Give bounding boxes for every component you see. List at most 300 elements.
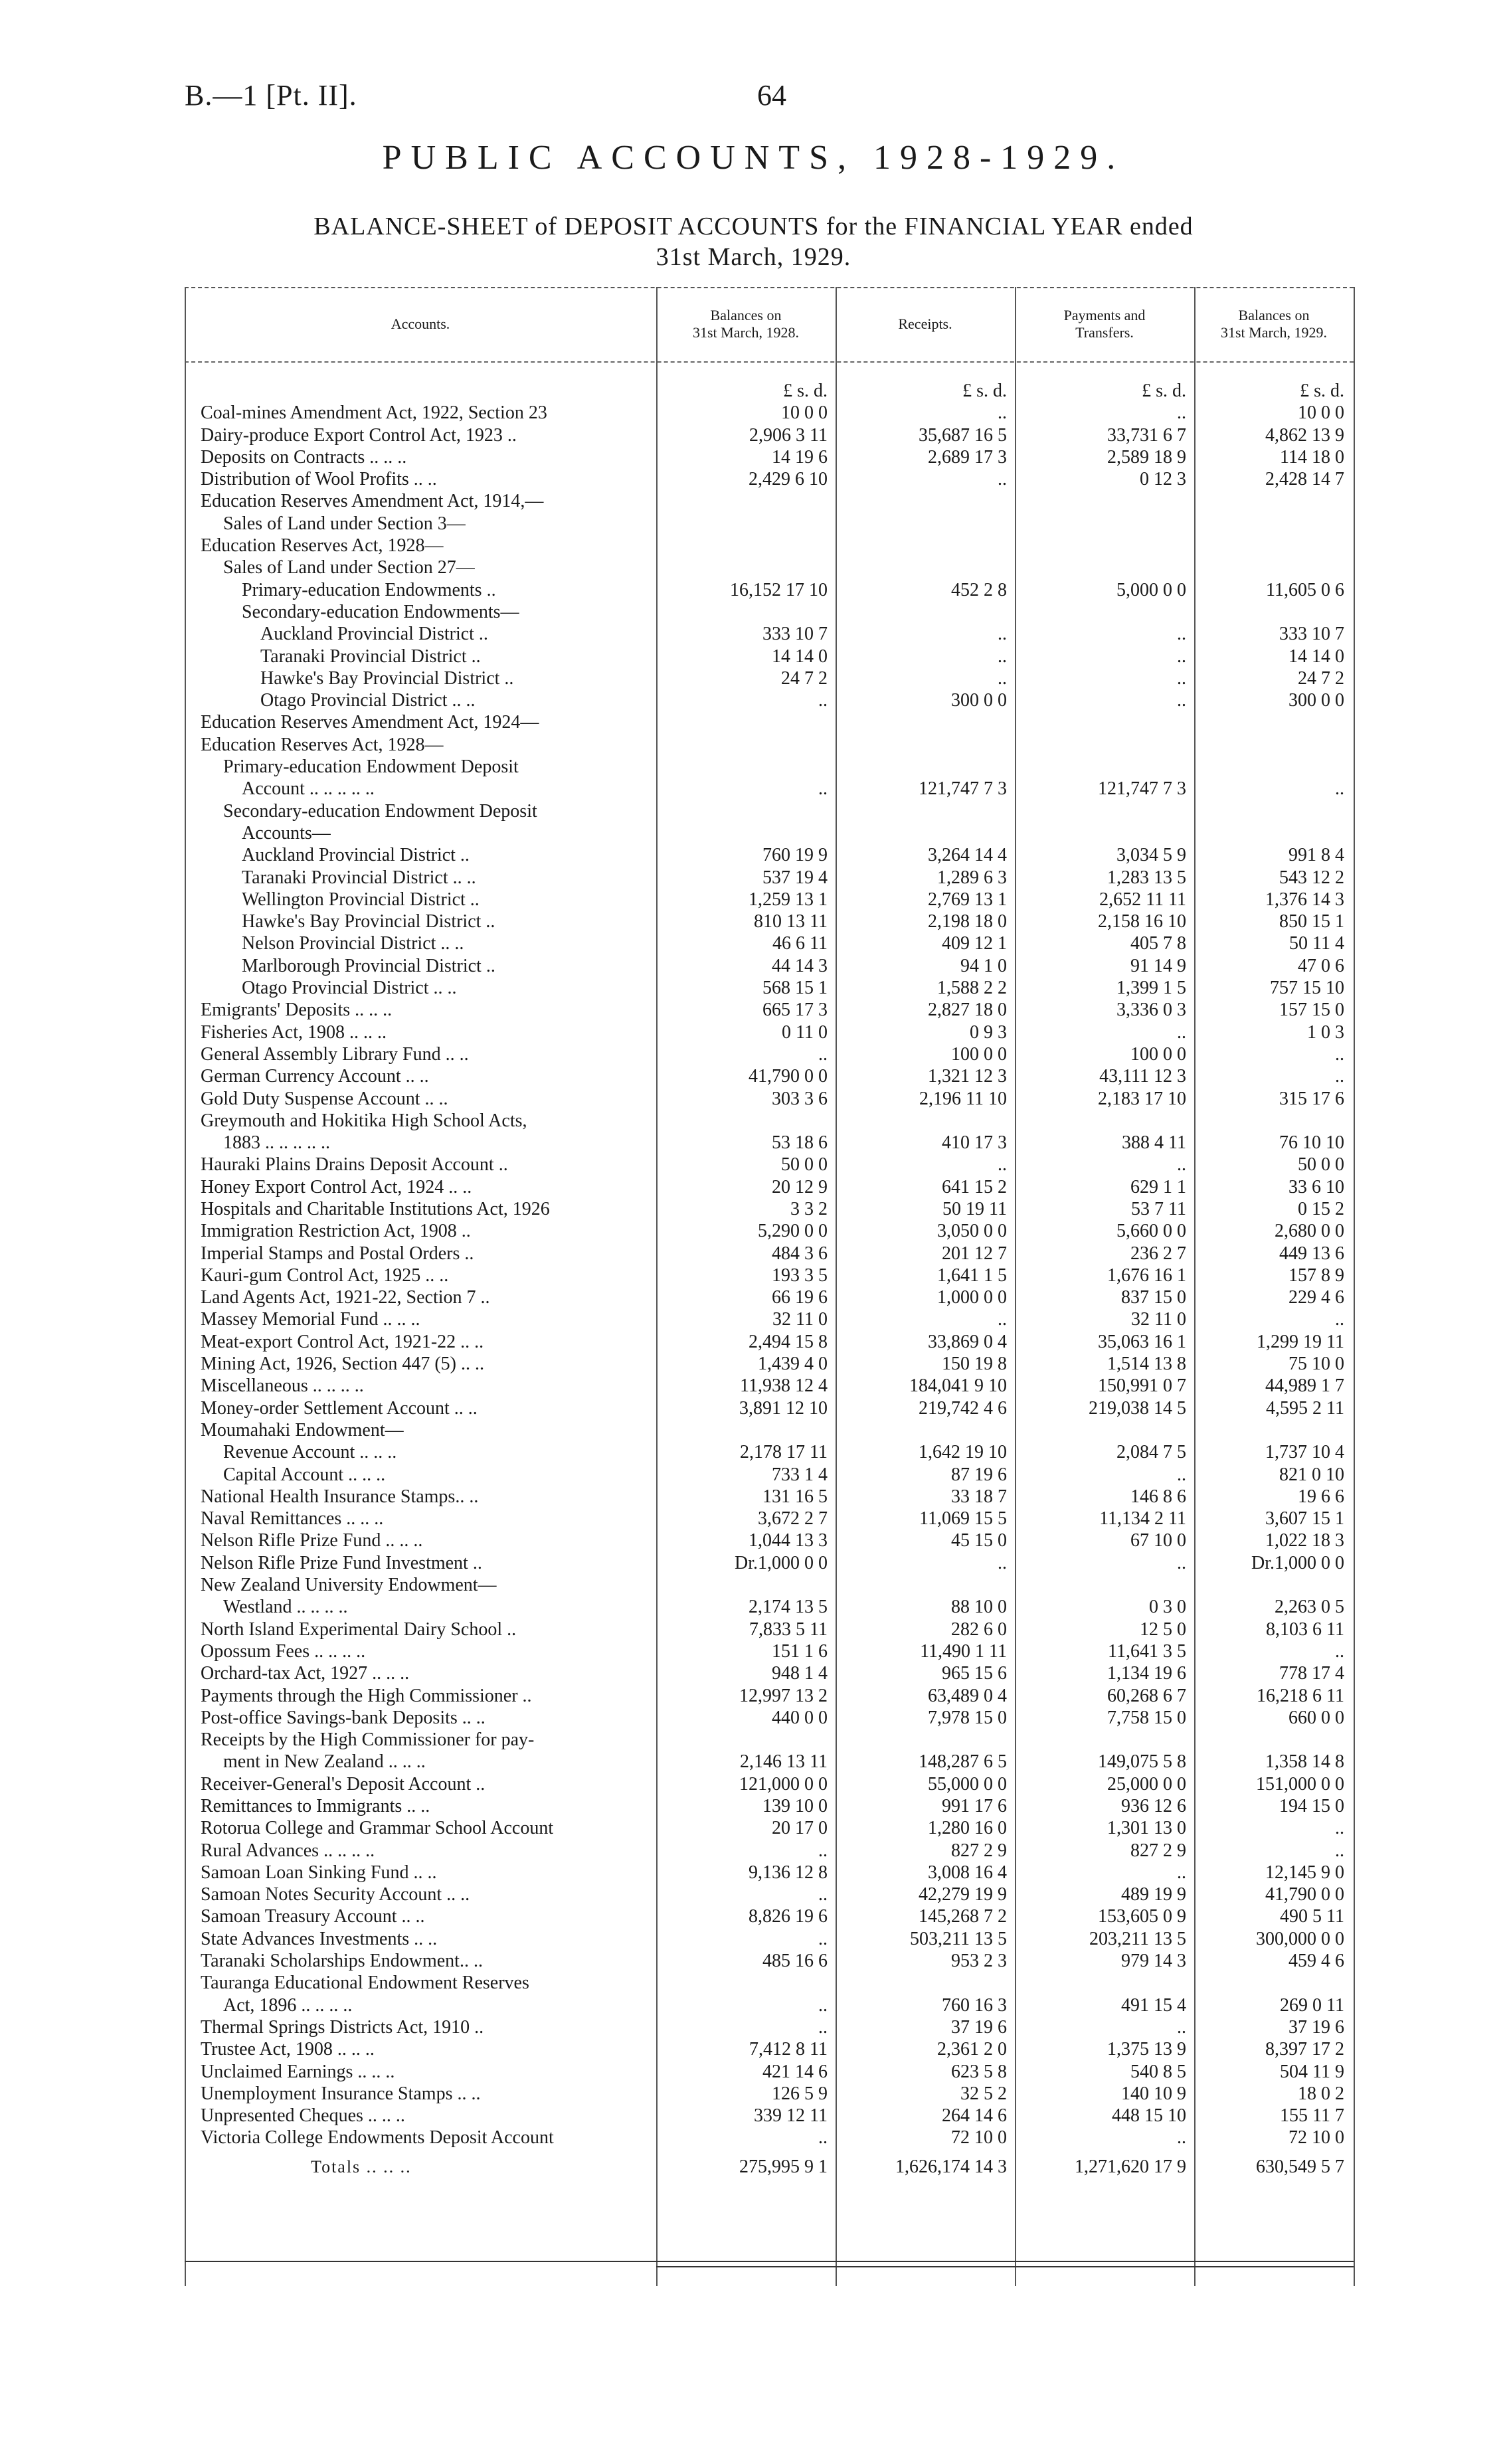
- balance-1929-cell: 3,607 15 1: [1265, 1508, 1344, 1530]
- table-row: [185, 1862, 1354, 1884]
- payments-cell: 12 5 0: [1140, 1619, 1186, 1640]
- payments-cell: ..: [1177, 1154, 1186, 1176]
- account-name: Land Agents Act, 1921-22, Section 7 ..: [201, 1287, 490, 1308]
- payments-cell: 121,747 7 3: [1098, 778, 1186, 800]
- table-row: [185, 2105, 1354, 2127]
- balance-1929-cell: 449 13 6: [1279, 1243, 1344, 1264]
- receipts-cell: 1,280 16 0: [928, 1818, 1007, 1839]
- balance-1929-cell: 155 11 7: [1280, 2105, 1344, 2127]
- table-row: [185, 1220, 1354, 1242]
- receipts-cell: 2,827 18 0: [928, 1000, 1007, 1021]
- account-name: Fisheries Act, 1908 .. .. ..: [201, 1021, 387, 1043]
- account-name: Distribution of Wool Profits .. ..: [201, 469, 437, 490]
- payments-cell: 0 12 3: [1140, 469, 1186, 490]
- balance-1928-cell: 1,259 13 1: [749, 889, 828, 910]
- account-name: Auckland Provincial District ..: [242, 845, 470, 866]
- account-name: Secondary-education Endowment Deposit: [223, 800, 537, 822]
- account-name: Capital Account .. .. ..: [223, 1464, 386, 1485]
- balance-1929-cell: 660 0 0: [1288, 1707, 1344, 1728]
- balance-1929-cell: ..: [1335, 1309, 1344, 1330]
- balance-1929-cell: 24 7 2: [1298, 667, 1344, 689]
- balance-1929-cell: 11,605 0 6: [1266, 579, 1344, 600]
- table-row: [185, 402, 1354, 424]
- balance-1929-cell: 315 17 6: [1279, 1088, 1344, 1109]
- balance-1929-cell: 72 10 0: [1288, 2127, 1344, 2149]
- table-row: [185, 1508, 1354, 1530]
- account-name: General Assembly Library Fund .. ..: [201, 1043, 469, 1065]
- balance-1929-cell: 8,103 6 11: [1266, 1619, 1344, 1640]
- balance-1929-cell: 1,737 10 4: [1265, 1442, 1344, 1463]
- table-row: [185, 1243, 1354, 1265]
- balance-1928-cell: 14 19 6: [772, 446, 828, 468]
- payments-cell: ..: [1177, 2127, 1186, 2149]
- account-name: Kauri-gum Control Act, 1925 .. ..: [201, 1265, 449, 1286]
- receipts-cell: 35,687 16 5: [919, 424, 1007, 446]
- table-row: [185, 1353, 1354, 1375]
- account-name: Nelson Rifle Prize Fund Investment ..: [201, 1552, 482, 1573]
- balance-1928-cell: 568 15 1: [762, 978, 828, 999]
- table-row: [185, 778, 1354, 800]
- payments-cell: ..: [1177, 1862, 1186, 1883]
- account-name: State Advances Investments .. ..: [201, 1928, 438, 1949]
- balance-1928-cell: 9,136 12 8: [749, 1862, 828, 1883]
- balance-1929-cell: 151,000 0 0: [1256, 1773, 1344, 1795]
- balance-1928-cell: ..: [818, 1840, 828, 1861]
- balance-1928-cell: ..: [818, 1043, 828, 1065]
- account-name: Unemployment Insurance Stamps .. ..: [201, 2083, 481, 2104]
- balance-1928-cell: 948 1 4: [772, 1663, 828, 1684]
- col-head-balance-1928: Balances on 31st March, 1928.: [692, 307, 800, 341]
- table-row: [185, 535, 1354, 557]
- table-row: [185, 1662, 1354, 1684]
- table-row: [185, 424, 1354, 446]
- balance-1928-cell: 7,412 8 11: [749, 2039, 828, 2060]
- payments-cell: 1,676 16 1: [1107, 1265, 1186, 1286]
- table-row: [185, 955, 1354, 977]
- table-row: [185, 601, 1354, 623]
- balance-1929-cell: 19 6 6: [1298, 1486, 1344, 1507]
- receipts-cell: 87 19 6: [951, 1464, 1007, 1485]
- balance-1929-cell: 157 8 9: [1288, 1265, 1344, 1286]
- payments-cell: 3,336 0 3: [1116, 1000, 1186, 1021]
- receipts-cell: ..: [998, 1309, 1007, 1330]
- unit-label: £ s. d.: [1142, 381, 1186, 401]
- balance-1929-cell: ..: [1335, 1840, 1344, 1861]
- table-row: [185, 1397, 1354, 1419]
- account-name: Meat-export Control Act, 1921-22 .. ..: [201, 1331, 484, 1352]
- receipts-cell: ..: [998, 1552, 1007, 1573]
- balance-1928-cell: 2,429 6 10: [749, 469, 828, 490]
- payments-cell: 1,283 13 5: [1107, 867, 1186, 888]
- payments-cell: 140 10 9: [1121, 2083, 1186, 2104]
- balance-1928-cell: 139 10 0: [762, 1796, 828, 1816]
- series-label: B.—1 [Pt. II].: [185, 79, 357, 112]
- account-name: Massey Memorial Fund .. .. ..: [201, 1309, 420, 1330]
- payments-cell: 827 2 9: [1130, 1840, 1186, 1861]
- payments-cell: 491 15 4: [1121, 1994, 1186, 2016]
- table-body: [185, 380, 1354, 2178]
- balance-1928-cell: 2,146 13 11: [740, 1751, 828, 1773]
- balance-1928-cell: 50 0 0: [781, 1154, 828, 1176]
- table-row: [185, 1707, 1354, 1729]
- receipts-cell: 760 16 3: [942, 1994, 1007, 2016]
- receipts-cell: 0 9 3: [970, 1021, 1007, 1043]
- receipts-cell: 55,000 0 0: [928, 1773, 1007, 1795]
- balance-1929-cell: Dr.1,000 0 0: [1251, 1552, 1344, 1573]
- balance-1928-cell: 66 19 6: [772, 1287, 828, 1308]
- table-row: [185, 1486, 1354, 1508]
- receipts-cell: 623 5 8: [951, 2061, 1007, 2082]
- receipts-cell: 1,289 6 3: [937, 867, 1007, 888]
- balance-1928-cell: 485 16 6: [762, 1951, 828, 1972]
- table-row: [185, 646, 1354, 667]
- table-row: [185, 1685, 1354, 1707]
- account-name: Mining Act, 1926, Section 447 (5) .. ..: [201, 1354, 484, 1375]
- balance-1928-cell: 1,439 4 0: [758, 1354, 828, 1375]
- account-name: Revenue Account .. .. ..: [223, 1442, 397, 1463]
- balance-1929-cell: 543 12 2: [1279, 867, 1344, 888]
- receipts-cell: 121,747 7 3: [919, 778, 1007, 800]
- balance-1928-cell: ..: [818, 1884, 828, 1905]
- account-name: Education Reserves Amendment Act, 1924—: [201, 712, 539, 733]
- balance-1929-cell: 991 8 4: [1288, 845, 1344, 866]
- balance-1928-cell: 10 0 0: [781, 402, 828, 424]
- table-row: [185, 734, 1354, 756]
- balance-1928-cell: 44 14 3: [772, 955, 828, 976]
- balance-1928-cell: 810 13 11: [754, 911, 828, 932]
- receipts-cell: 201 12 7: [942, 1243, 1007, 1264]
- table-row: [185, 1817, 1354, 1839]
- balance-1928-cell: 303 3 6: [772, 1088, 828, 1109]
- payments-cell: 150,991 0 7: [1098, 1375, 1186, 1397]
- receipts-cell: 410 17 3: [942, 1132, 1007, 1154]
- table-row: [185, 1176, 1354, 1198]
- receipts-cell: 33 18 7: [951, 1486, 1007, 1507]
- table-row: [185, 1286, 1354, 1308]
- account-name: Marlborough Provincial District ..: [242, 955, 495, 976]
- balance-1929-cell: 41,790 0 0: [1265, 1884, 1344, 1905]
- table-row: [185, 711, 1354, 733]
- receipts-cell: 219,742 4 6: [919, 1397, 1007, 1419]
- balance-1928-cell: ..: [818, 2016, 828, 2038]
- receipts-cell: 63,489 0 4: [928, 1685, 1007, 1706]
- payments-cell: ..: [1177, 624, 1186, 645]
- account-name: Imperial Stamps and Postal Orders ..: [201, 1243, 474, 1264]
- balance-1928-cell: Dr.1,000 0 0: [735, 1552, 828, 1573]
- balance-1928-cell: 126 5 9: [772, 2083, 828, 2104]
- payments-cell: ..: [1177, 646, 1186, 667]
- receipts-cell: 2,769 13 1: [928, 889, 1007, 910]
- table-row: [185, 1530, 1354, 1551]
- payments-cell: 936 12 6: [1121, 1796, 1186, 1816]
- account-name: Hospitals and Charitable Institutions Act, 1926: [201, 1198, 550, 1219]
- table-row: [185, 1840, 1354, 1862]
- payments-cell: 388 4 11: [1122, 1132, 1186, 1154]
- balance-1928-cell: 7,833 5 11: [749, 1619, 828, 1640]
- account-name: Greymouth and Hokitika High School Acts,: [201, 1110, 527, 1131]
- balance-1928-cell: 151 1 6: [772, 1640, 828, 1662]
- table-row: [185, 2083, 1354, 2105]
- payments-cell: 236 2 7: [1130, 1243, 1186, 1264]
- account-name: Otago Provincial District .. ..: [260, 690, 476, 711]
- table-row: [185, 844, 1354, 866]
- balance-1928-cell: 760 19 9: [762, 845, 828, 866]
- table-row: [185, 490, 1354, 512]
- receipts-cell: 991 17 6: [942, 1796, 1007, 1816]
- payments-cell: 979 14 3: [1121, 1951, 1186, 1972]
- receipts-cell: 145,268 7 2: [919, 1906, 1007, 1927]
- balance-1929-cell: ..: [1335, 1043, 1344, 1065]
- page-number: 64: [757, 79, 786, 112]
- table-row: [185, 446, 1354, 468]
- account-name: Trustee Act, 1908 .. .. ..: [201, 2039, 375, 2060]
- receipts-cell: 100 0 0: [951, 1043, 1007, 1065]
- balance-1929-cell: 33 6 10: [1288, 1176, 1344, 1197]
- payments-cell: ..: [1177, 402, 1186, 424]
- table-row: [185, 2016, 1354, 2038]
- account-name: Miscellaneous .. .. .. ..: [201, 1375, 364, 1397]
- balance-1929-cell: 2,680 0 0: [1275, 1221, 1344, 1242]
- account-name: Gold Duty Suspense Account .. ..: [201, 1088, 448, 1109]
- receipts-cell: 965 15 6: [942, 1663, 1007, 1684]
- header-bottom-rule: [185, 361, 1354, 363]
- table-row: [185, 2061, 1354, 2083]
- account-name: Otago Provincial District .. ..: [242, 978, 457, 999]
- account-name: Payments through the High Commissioner ..: [201, 1685, 532, 1706]
- balance-1928-cell: 41,790 0 0: [749, 1066, 828, 1087]
- receipts-cell: 2,198 18 0: [928, 911, 1007, 932]
- balance-1928-cell: 2,494 15 8: [749, 1331, 828, 1352]
- balance-1928-cell: 8,826 19 6: [749, 1906, 828, 1927]
- receipts-cell: ..: [998, 646, 1007, 667]
- totals-rule: [185, 2261, 1354, 2262]
- balance-1928-cell: 339 12 11: [754, 2105, 828, 2127]
- receipts-cell: 50 19 11: [942, 1198, 1007, 1219]
- balance-1928-cell: 5,290 0 0: [758, 1221, 828, 1242]
- balance-1928-cell: 24 7 2: [781, 667, 828, 689]
- receipts-cell: ..: [998, 469, 1007, 490]
- unit-label: £ s. d.: [1300, 381, 1344, 401]
- receipts-cell: 150 19 8: [942, 1354, 1007, 1375]
- payments-cell: 837 15 0: [1121, 1287, 1186, 1308]
- payments-cell: 67 10 0: [1130, 1530, 1186, 1551]
- balance-1928-cell: 131 16 5: [762, 1486, 828, 1507]
- payments-cell: 2,589 18 9: [1107, 446, 1186, 468]
- account-name: Account .. .. .. .. ..: [242, 778, 375, 800]
- balance-1928-cell: 3,891 12 10: [739, 1397, 828, 1419]
- table-row: [185, 756, 1354, 778]
- table-row: [185, 1464, 1354, 1486]
- balance-1929-cell: 821 0 10: [1279, 1464, 1344, 1485]
- balance-1929-cell: 18 0 2: [1298, 2083, 1344, 2104]
- table-row: [185, 822, 1354, 844]
- balance-1929-cell: 157 15 0: [1279, 1000, 1344, 1021]
- receipts-cell: ..: [998, 1154, 1007, 1176]
- balance-1928-cell: 3 3 2: [790, 1198, 828, 1219]
- account-name: Primary-education Endowments ..: [242, 579, 496, 600]
- account-name: Receiver-General's Deposit Account ..: [201, 1773, 486, 1795]
- table-row: [185, 1950, 1354, 1972]
- table-row: [185, 1132, 1354, 1154]
- table-row: [185, 1552, 1354, 1574]
- account-name: Rotorua College and Grammar School Account: [201, 1818, 554, 1839]
- account-name: Money-order Settlement Account .. ..: [201, 1397, 478, 1419]
- account-name: Unpresented Cheques .. .. ..: [201, 2105, 405, 2127]
- balance-1929-cell: 1,376 14 3: [1265, 889, 1344, 910]
- table-row: [185, 1928, 1354, 1950]
- col-head-payments: Payments and Transfers.: [1063, 307, 1146, 341]
- account-name: Thermal Springs Districts Act, 1910 ..: [201, 2016, 484, 2038]
- table-row: [185, 1596, 1354, 1618]
- balance-1929-cell: 300,000 0 0: [1256, 1928, 1344, 1949]
- table-row: [185, 800, 1354, 822]
- balance-1929-cell: 630,549 5 7: [1256, 2156, 1344, 2177]
- balance-1928-cell: 14 14 0: [772, 646, 828, 667]
- balance-1929-cell: 1,358 14 8: [1265, 1751, 1344, 1773]
- balance-1929-cell: 0 15 2: [1298, 1198, 1344, 1219]
- balance-1928-cell: 121,000 0 0: [739, 1773, 828, 1795]
- payments-cell: 91 14 9: [1130, 955, 1186, 976]
- balance-1929-cell: 14 14 0: [1288, 646, 1344, 667]
- payments-cell: 2,158 16 10: [1098, 911, 1186, 932]
- account-name: Orchard-tax Act, 1927 .. .. ..: [201, 1663, 410, 1684]
- account-name: Sales of Land under Section 3—: [223, 513, 466, 534]
- receipts-cell: 641 15 2: [942, 1176, 1007, 1197]
- payments-cell: 7,758 15 0: [1107, 1707, 1186, 1728]
- col-head-balance-1929: Balances on 31st March, 1929.: [1220, 307, 1328, 341]
- balance-1928-cell: ..: [818, 778, 828, 800]
- table-row: [185, 1441, 1354, 1463]
- account-name: Immigration Restriction Act, 1908 ..: [201, 1221, 471, 1242]
- payments-cell: 2,183 17 10: [1098, 1088, 1186, 1109]
- balance-1929-cell: 47 0 6: [1298, 955, 1344, 976]
- balance-1928-cell: 32 11 0: [772, 1309, 828, 1330]
- table-row: [185, 911, 1354, 932]
- account-name: National Health Insurance Stamps.. ..: [201, 1486, 479, 1507]
- balance-1929-cell: 44,989 1 7: [1265, 1375, 1344, 1397]
- table-row: [185, 932, 1354, 954]
- payments-cell: ..: [1177, 1021, 1186, 1043]
- balance-1929-cell: 2,428 14 7: [1265, 469, 1344, 490]
- subtitle-line-2: 31st March, 1929.: [656, 243, 851, 271]
- receipts-cell: 1,641 1 5: [937, 1265, 1007, 1286]
- account-name: Hawke's Bay Provincial District ..: [242, 911, 495, 932]
- account-name: North Island Experimental Dairy School ..: [201, 1619, 517, 1640]
- account-name: Accounts—: [242, 822, 331, 843]
- receipts-cell: 264 14 6: [942, 2105, 1007, 2127]
- balance-1928-cell: 3,672 2 7: [758, 1508, 828, 1530]
- payments-cell: 489 19 9: [1121, 1884, 1186, 1905]
- payments-cell: 25,000 0 0: [1107, 1773, 1186, 1795]
- account-name: Victoria College Endowments Deposit Account: [201, 2127, 554, 2149]
- balance-1928-cell: 275,995 9 1: [739, 2156, 828, 2177]
- receipts-cell: 11,069 15 5: [919, 1508, 1007, 1530]
- balance-1928-cell: 733 1 4: [772, 1464, 828, 1485]
- balance-1928-cell: ..: [818, 1994, 828, 2016]
- table-row: [185, 2038, 1354, 2060]
- receipts-cell: 503,211 13 5: [910, 1928, 1007, 1949]
- account-name: Westland .. .. .. ..: [223, 1597, 348, 1618]
- account-name: Opossum Fees .. .. .. ..: [201, 1640, 366, 1662]
- balance-1929-cell: 114 18 0: [1280, 446, 1344, 468]
- table-row: [185, 999, 1354, 1021]
- payments-cell: 11,134 2 11: [1099, 1508, 1186, 1530]
- payments-cell: 35,063 16 1: [1098, 1331, 1186, 1352]
- balance-1929-cell: 37 19 6: [1288, 2016, 1344, 2038]
- receipts-cell: 1,000 0 0: [937, 1287, 1007, 1308]
- balance-1928-cell: 12,997 13 2: [739, 1685, 828, 1706]
- balance-1928-cell: 1,044 13 3: [749, 1530, 828, 1551]
- payments-cell: ..: [1177, 1464, 1186, 1485]
- account-name: Remittances to Immigrants .. ..: [201, 1796, 430, 1816]
- account-name: Act, 1896 .. .. .. ..: [223, 1994, 353, 2016]
- receipts-cell: 32 5 2: [960, 2083, 1007, 2104]
- payments-cell: 1,514 13 8: [1107, 1354, 1186, 1375]
- payments-cell: 11,641 3 5: [1108, 1640, 1186, 1662]
- account-name: Wellington Provincial District ..: [242, 889, 480, 910]
- table-row: [185, 1088, 1354, 1110]
- account-name: New Zealand University Endowment—: [201, 1575, 497, 1596]
- receipts-cell: 72 10 0: [951, 2127, 1007, 2149]
- balance-1928-cell: ..: [818, 690, 828, 711]
- account-name: 1883 .. .. .. .. ..: [223, 1132, 330, 1154]
- balance-1929-cell: 490 5 11: [1280, 1906, 1344, 1927]
- balance-1929-cell: 75 10 0: [1288, 1354, 1344, 1375]
- balance-1928-cell: 20 17 0: [772, 1818, 828, 1839]
- table-row: [185, 1043, 1354, 1065]
- table-row: [185, 1021, 1354, 1043]
- account-name: Receipts by the High Commissioner for pay-: [201, 1729, 535, 1751]
- balance-1929-cell: 1 0 3: [1307, 1021, 1344, 1043]
- payments-cell: ..: [1177, 690, 1186, 711]
- receipts-cell: 409 12 1: [942, 933, 1007, 954]
- account-name: Nelson Rifle Prize Fund .. .. ..: [201, 1530, 423, 1551]
- col-head-receipts: Receipts.: [898, 315, 952, 332]
- account-name: Deposits on Contracts .. .. ..: [201, 446, 407, 468]
- account-name: Moumahaki Endowment—: [201, 1419, 404, 1441]
- balance-1929-cell: 4,595 2 11: [1266, 1397, 1344, 1419]
- account-name: Taranaki Scholarships Endowment.. ..: [201, 1951, 483, 1972]
- receipts-cell: 184,041 9 10: [909, 1375, 1007, 1397]
- receipts-cell: 33,869 0 4: [928, 1331, 1007, 1352]
- table-row: [185, 1905, 1354, 1927]
- balance-1929-cell: ..: [1335, 1640, 1344, 1662]
- account-name: Education Reserves Amendment Act, 1914,—: [201, 491, 544, 512]
- receipts-cell: 452 2 8: [951, 579, 1007, 600]
- account-name: Unclaimed Earnings .. .. ..: [201, 2061, 395, 2082]
- account-name: Totals .. .. ..: [311, 2156, 412, 2176]
- balance-1928-cell: 440 0 0: [772, 1707, 828, 1728]
- subtitle-line-1: BALANCE-SHEET of DEPOSIT ACCOUNTS for the FINANCIAL YEAR ended: [313, 213, 1194, 240]
- account-name: Naval Remittances .. .. ..: [201, 1508, 384, 1530]
- payments-cell: 5,660 0 0: [1116, 1221, 1186, 1242]
- table-row: [185, 667, 1354, 689]
- account-name: Taranaki Provincial District .. ..: [242, 867, 476, 888]
- receipts-cell: ..: [998, 667, 1007, 689]
- balance-1929-cell: 194 15 0: [1279, 1796, 1344, 1816]
- payments-cell: 60,268 6 7: [1107, 1685, 1186, 1706]
- balance-1929-cell: 16,218 6 11: [1257, 1685, 1344, 1706]
- table-row: [185, 1972, 1354, 1994]
- totals-row: [185, 2156, 1354, 2178]
- payments-cell: 1,271,620 17 9: [1075, 2156, 1186, 2177]
- receipts-cell: 88 10 0: [951, 1597, 1007, 1618]
- table-row: [185, 1419, 1354, 1441]
- receipts-cell: 827 2 9: [951, 1840, 1007, 1861]
- balance-1929-cell: 757 15 10: [1270, 978, 1344, 999]
- payments-cell: 1,375 13 9: [1107, 2039, 1186, 2060]
- table-row: [185, 1065, 1354, 1087]
